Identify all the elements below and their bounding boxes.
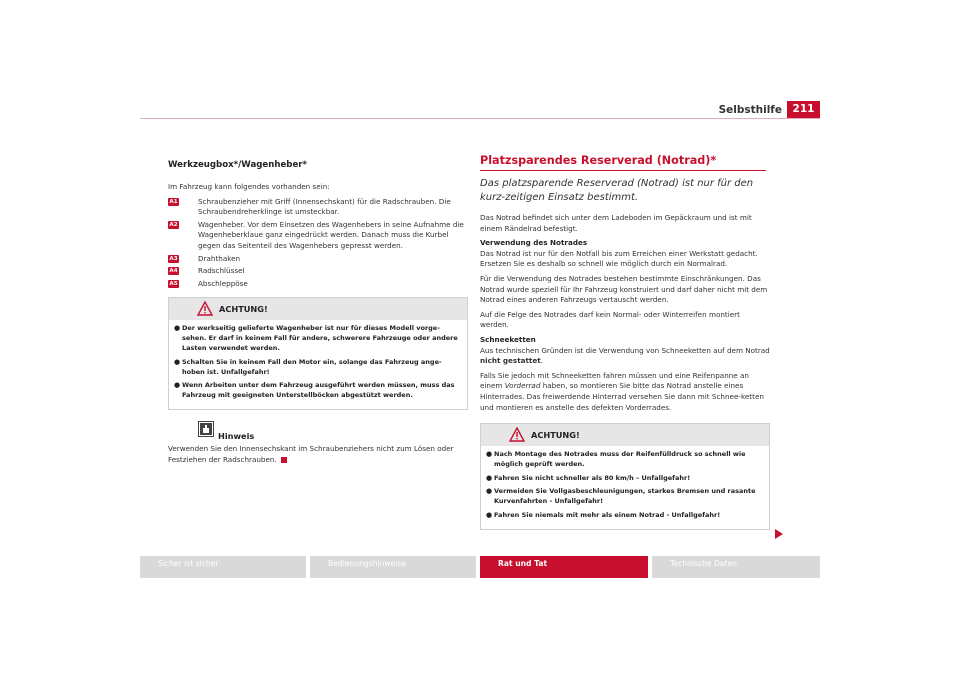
section-intro: Das platzsparende Reserverad (Notrad) ist nur für den kurz-zeitigen Einsatz bestimmt.: [480, 178, 754, 203]
warning-header: [481, 424, 769, 446]
note-text: Verwenden Sie den Innensechskant im Schraubenziehers nicht zum Lösen oder Festziehen der Radschrauben.: [168, 443, 454, 464]
warning-bullet: ● Fahren Sie nicht schneller als 80 km/h – Unfallgefahr!: [486, 473, 691, 482]
warning-header: [169, 298, 467, 320]
warning-box: [480, 423, 770, 530]
callout-badge: A4: [169, 268, 178, 275]
note-label: Hinweis: [218, 430, 255, 441]
callout-badge: A2: [169, 221, 178, 228]
note-header: [168, 420, 468, 444]
tab-technische-daten[interactable]: Technische Daten: [652, 556, 820, 578]
section-title-notrad: Platzsparendes Reserverad (Notrad)*: [480, 154, 717, 167]
warning-bullet: ● Wenn Arbeiten unter dem Fahrzeug ausgeführt werden müssen, muss das Fahrzeug mit geeigneten Unterstellböcken abgestützt werden.: [174, 381, 455, 400]
list-item: [168, 266, 468, 277]
tab-sicher-ist-sicher[interactable]: Sicher ist sicher: [140, 556, 306, 578]
callout-badge: A3: [169, 255, 178, 262]
warning-label: ACHTUNG!: [219, 304, 268, 315]
list-item-text: Abschleppöse: [198, 278, 248, 288]
warning-triangle-icon: [197, 301, 213, 316]
tab-rat-und-tat[interactable]: Rat und Tat: [480, 556, 648, 578]
subheading-schneeketten: Schneeketten: [480, 334, 536, 344]
warning-label: ACHTUNG!: [531, 430, 580, 441]
header-rule: [140, 118, 820, 119]
warning-bullet: ● Vermeiden Sie Vollgasbeschleunigungen, starkes Bremsen und rasante Kurvenfahrten - Unfallgefahr!: [486, 487, 756, 506]
intro-text: Im Fahrzeug kann folgendes vorhanden sein:: [168, 182, 330, 191]
list-item-text: Radschlüssel: [198, 266, 245, 276]
list-item: [168, 254, 468, 265]
list-item-text: Drahthaken: [198, 253, 241, 263]
paragraph: Falls Sie jedoch mit Schneeketten fahren müssen und eine Reifenpanne an einem Vorderrad haben, so montieren Sie bitte das Notrad anstelle eines Hinterrades. Das freiwerdende Hinterrad versehen Sie dann mit Schnee-ketten und montieren es anstelle des defekten Vorderrades.: [480, 370, 764, 412]
right-column: [480, 154, 770, 530]
subheading-verwendung: Verwendung des Notrades: [480, 238, 588, 248]
info-note-icon: [198, 421, 214, 437]
warning-bullet: ● Der werkseitig gelieferte Wagenheber ist nur für dieses Modell vorge-sehen. Er darf in keinem Fall für andere, schwerere Fahrzeuge oder andere Lasten verwendet werden.: [174, 324, 458, 352]
section-title-werkzeugbox: Werkzeugbox*/Wagenheber*: [168, 160, 308, 170]
title-rule: [480, 170, 766, 171]
warning-bullet: ● Schalten Sie in keinem Fall den Motor ein, solange das Fahrzeug ange-hoben ist. Unfallgefahr!: [174, 357, 442, 376]
list-item-text: Schraubenzieher mit Griff (Innensechskant) für die Radschrauben. Die Schraubendreherklinge ist umsteckbar.: [198, 196, 451, 217]
section-end-icon: [281, 457, 287, 463]
warning-box: [168, 297, 468, 410]
paragraph: Das Notrad befindet sich unter dem Ladeboden im Gepäckraum und ist mit einem Rändelrad befestigt.: [480, 213, 752, 233]
list-item: [168, 197, 468, 218]
callout-badge: A5: [169, 280, 178, 287]
paragraph: Das Notrad ist nur für den Notfall bis zum Erreichen einer Werkstatt gedacht. Ersetzen Sie es deshalb so schnell wie möglich durch ein Normalrad.: [480, 248, 758, 269]
paragraph: Auf die Felge des Notrades darf kein Normal- oder Winterreifen montiert werden.: [480, 309, 740, 330]
footer-nav: [140, 556, 820, 578]
list-item: [168, 220, 468, 252]
callout-badge: A1: [169, 198, 178, 205]
paragraph: Aus technischen Gründen ist die Verwendung von Schneeketten auf dem Notrad nicht gestattet.: [480, 345, 770, 366]
tab-bedienungshinweise[interactable]: Bedienungshinweise: [310, 556, 476, 578]
page-number: 211: [787, 101, 820, 118]
warning-bullet: ● Fahren Sie niemals mit mehr als einem Notrad - Unfallgefahr!: [486, 511, 721, 520]
continue-arrow-icon: [774, 528, 784, 540]
list-item-text: Wagenheber. Vor dem Einsetzen des Wagenhebers in seine Aufnahme die Wagenheberklaue ganz eingedrückt werden. Danach muss die Kurbel gegen das Seitenteil des Wagenhebers gepresst werden.: [198, 219, 464, 250]
page-title: Selbsthilfe: [718, 104, 782, 116]
left-column: [168, 160, 468, 469]
warning-bullet: ● Nach Montage des Notrades muss der Reifenfülldruck so schnell wie möglich geprüft werden.: [486, 450, 746, 468]
paragraph: Für die Verwendung des Notrades bestehen bestimmte Einschränkungen. Das Notrad wurde speziell für Ihr Fahrzeug konstruiert und darf daher nicht mit dem Notrad eines anderen Fahrzeugs vertauscht werden.: [480, 273, 768, 305]
warning-triangle-icon: [509, 427, 525, 442]
list-item: [168, 279, 468, 290]
